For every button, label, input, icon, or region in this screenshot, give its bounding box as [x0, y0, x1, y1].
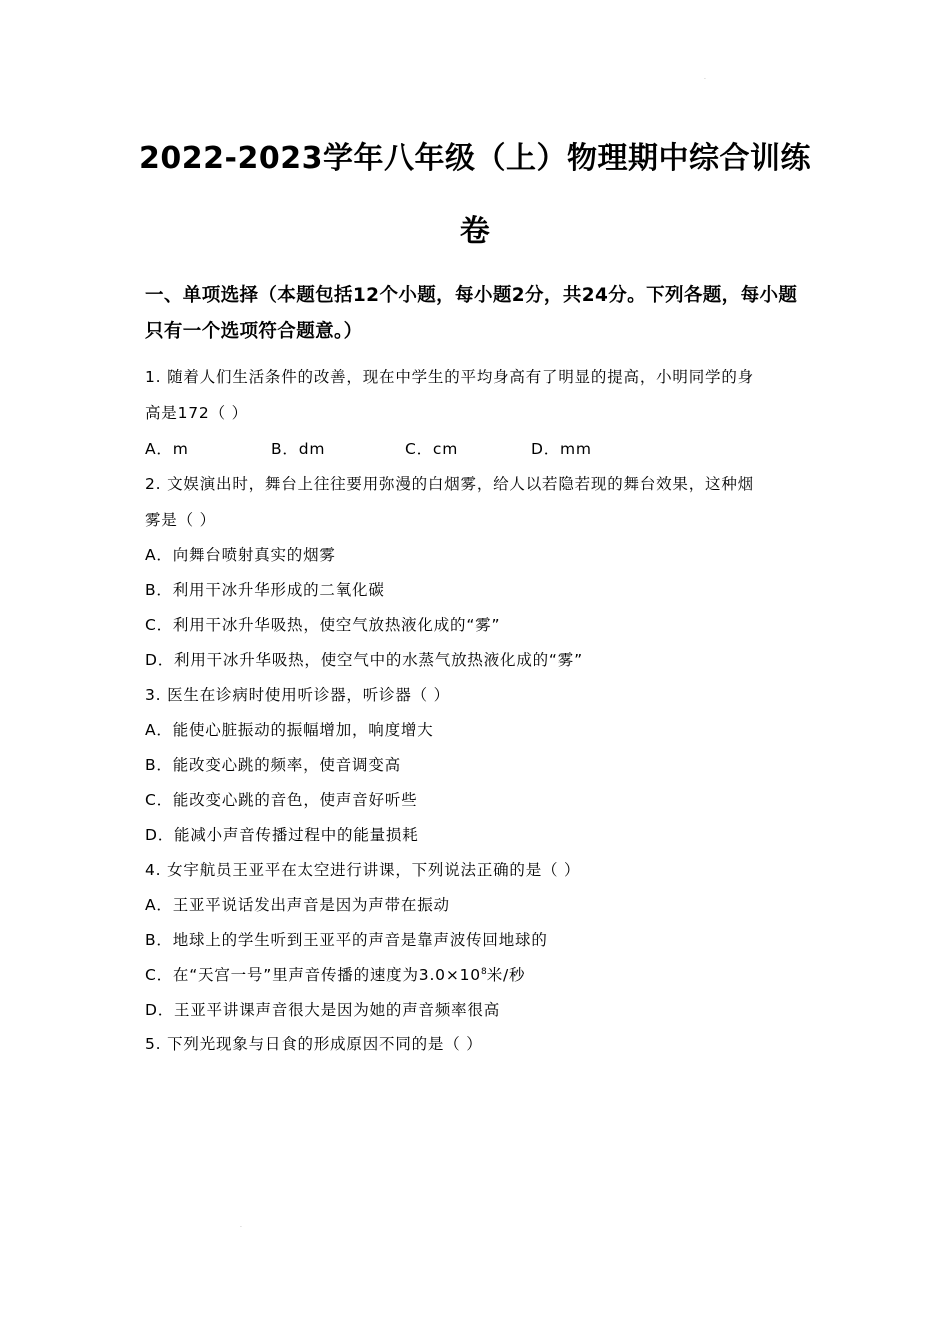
question-1-line2: 高是172（ ）: [145, 404, 248, 422]
question-2-option-c: C．利用干冰升华吸热，使空气放热液化成的“雾”: [145, 616, 501, 634]
scan-dot-bottom: ·: [240, 1224, 242, 1231]
question-4-option-c-exponent: 8: [480, 966, 487, 977]
question-4-option-a: A．王亚平说话发出声音是因为声带在振动: [145, 896, 450, 914]
question-1-option-a: A．m: [145, 440, 189, 458]
question-1-option-c: C．cm: [405, 440, 459, 458]
question-3-option-b: B．能改变心跳的频率，使音调变高: [145, 756, 401, 774]
question-1-line1: 1. 随着人们生活条件的改善，现在中学生的平均身高有了明显的提高，小明同学的身: [145, 368, 754, 386]
page-title-line2: 卷: [459, 214, 491, 249]
question-2-option-d: D．利用干冰升华吸热，使空气中的水蒸气放热液化成的“雾”: [145, 651, 583, 669]
section-heading-line2: 只有一个选项符合题意。）: [145, 321, 363, 342]
question-3-option-c: C．能改变心跳的音色，使声音好听些: [145, 791, 418, 809]
question-4-option-b: B．地球上的学生听到王亚平的声音是靠声波传回地球的: [145, 931, 548, 949]
question-4-option-c-unit: 米/秒: [486, 966, 526, 984]
section-heading-line1: 一、单项选择（本题包括12个小题，每小题2分，共24分。下列各题，每小题: [145, 285, 798, 306]
question-1-option-d: D．mm: [531, 440, 592, 458]
question-4-option-d: D．王亚平讲课声音很大是因为她的声音频率很高: [145, 1001, 501, 1019]
question-4-line1: 4. 女宇航员王亚平在太空进行讲课，下列说法正确的是（ ）: [145, 861, 581, 879]
question-2-option-a: A．向舞台喷射真实的烟雾: [145, 546, 336, 564]
page-title-line1: 2022-2023学年八年级（上）物理期中综合训练: [139, 141, 811, 176]
question-3-option-d: D．能减小声音传播过程中的能量损耗: [145, 826, 419, 844]
question-4-option-c-text: C．在“天宫一号”里声音传播的速度为3.0×10: [145, 966, 481, 984]
question-1-option-b: B．dm: [271, 440, 326, 458]
scan-dot-top: ·: [704, 76, 706, 83]
question-2-line2: 雾是（ ）: [145, 511, 216, 529]
question-2-option-b: B．利用干冰升华形成的二氧化碳: [145, 581, 385, 599]
question-5-line1: 5. 下列光现象与日食的形成原因不同的是（ ）: [145, 1035, 483, 1053]
question-3-line1: 3. 医生在诊病时使用听诊器，听诊器（ ）: [145, 686, 450, 704]
question-2-line1: 2. 文娱演出时，舞台上往往要用弥漫的白烟雾，给人以若隐若现的舞台效果，这种烟: [145, 475, 754, 493]
question-4-option-c: [145, 963, 525, 985]
question-3-option-a: A．能使心脏振动的振幅增加，响度增大: [145, 721, 434, 739]
